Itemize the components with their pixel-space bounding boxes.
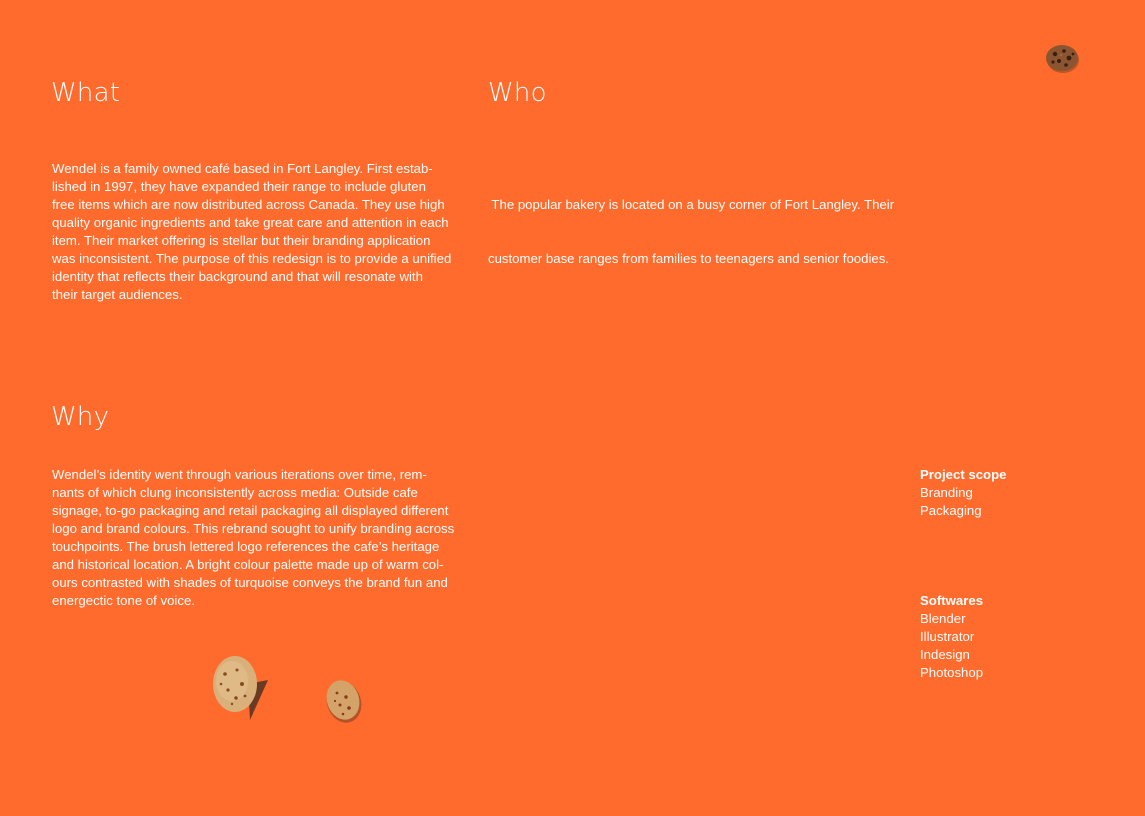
text-line: touchpoints. The brush lettered logo references the cafe’s heritage <box>52 539 440 554</box>
text-line: ours contrasted with shades of turquoise conveys the brand fun and <box>52 575 448 590</box>
list-item: Packaging <box>920 503 982 518</box>
text-line: and historical location. A bright colour palette made up of warm col- <box>52 557 444 572</box>
softwares-title: Softwares <box>920 593 984 608</box>
text-line: energectic tone of voice. <box>52 593 195 608</box>
list-item: Photoshop <box>920 665 984 680</box>
text-line: customer base ranges from families to teenagers and senior foodies. <box>488 251 889 266</box>
list-item: Blender <box>920 611 966 626</box>
text-line: signage, to-go packaging and retail packaging all displayed different <box>52 503 449 518</box>
text-line: quality organic ingredients and take great care and attention in each <box>52 215 449 230</box>
list-item: Illustrator <box>920 629 975 644</box>
text-line: identity that reflects their background and that will resonate with <box>52 269 423 284</box>
text-line: lished in 1997, they have expanded their range to include gluten <box>52 179 426 194</box>
list-item: Branding <box>920 485 973 500</box>
why-paragraph <box>52 466 482 610</box>
why-heading: Why <box>51 402 110 432</box>
text-line: nants of which clung inconsistently across media: Outside cafe <box>52 485 418 500</box>
who-heading: Who <box>488 78 547 108</box>
softwares-list <box>920 610 983 682</box>
text-line: The popular bakery is located on a busy corner of Fort Langley. Their <box>488 197 895 212</box>
project-scope-list <box>920 484 982 520</box>
what-paragraph <box>52 160 482 304</box>
project-scope-title: Project scope <box>920 467 1007 482</box>
text-line: was inconsistent. The purpose of this redesign is to provide a unified <box>52 251 452 266</box>
oat-cookie-icon <box>210 654 274 724</box>
who-paragraph <box>488 160 928 286</box>
small-oat-cookie-icon <box>322 678 366 726</box>
text-line: free items which are now distributed across Canada. They use high <box>52 197 445 212</box>
text-line: their target audiences. <box>52 287 183 302</box>
text-line: Wendel is a family owned café based in Fort Langley. First estab- <box>52 161 433 176</box>
text-line: logo and brand colours. This rebrand sought to unify branding across <box>52 521 455 536</box>
what-heading: What <box>51 78 121 108</box>
text-line: Wendel’s identity went through various iterations over time, rem- <box>52 467 427 482</box>
chocolate-cookie-icon <box>1042 42 1082 76</box>
list-item: Indesign <box>920 647 970 662</box>
text-line: item. Their market offering is stellar but their branding application <box>52 233 431 248</box>
